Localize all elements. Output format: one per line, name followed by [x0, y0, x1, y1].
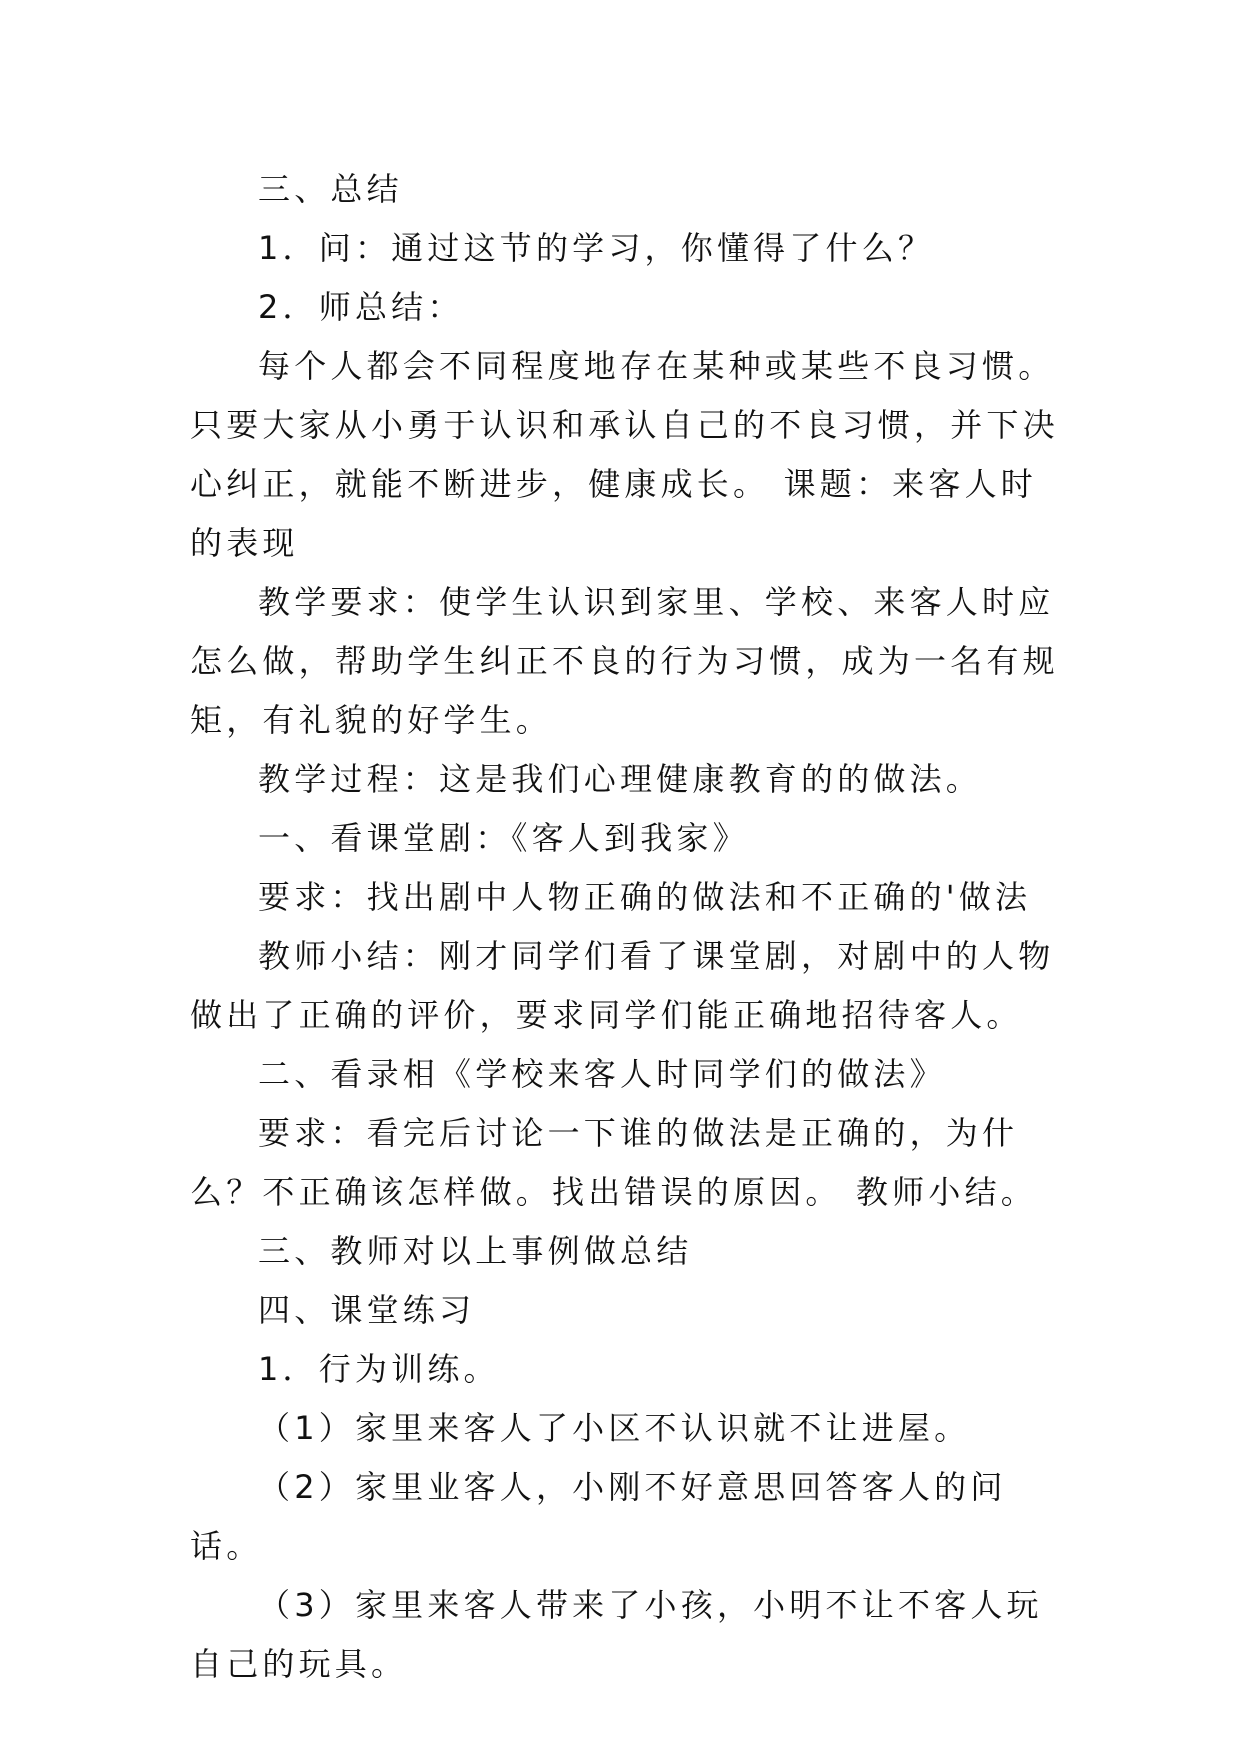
play-requirement: 要求：找出剧中人物正确的做法和不正确的'做法	[258, 878, 1032, 916]
practice-item: （3）家里来客人带来了小孩，小明不让不客人玩自己的玩具。	[190, 1586, 1043, 1683]
teacher-conclusion-play: 教师小结：刚才同学们看了课堂剧，对剧中的人物做出了正确的评价，要求同学们能正确地招待客人。	[190, 937, 1055, 1034]
summary-question: 1．问：通过这节的学习，你懂得了什么？	[258, 229, 935, 267]
video-requirement: 要求：看完后讨论一下谁的做法是正确的，为什么？不正确该怎样做。找出错误的原因。 教师小结。	[190, 1114, 1037, 1211]
section-heading-teacher-summary: 三、教师对以上事例做总结	[258, 1232, 693, 1270]
teaching-process: 教学过程：这是我们心理健康教育的的做法。	[258, 760, 983, 798]
practice-item: （2）家里业客人，小刚不好意思回答客人的问话。	[190, 1468, 1007, 1565]
summary-paragraph: 每个人都会不同程度地存在某种或某些不良习惯。只要大家从小勇于认识和承认自己的不良习惯，并下决心纠正，就能不断进步，健康成长。 课题：来客人时的表现	[190, 347, 1059, 562]
section-heading-play: 一、看课堂剧：《客人到我家》	[258, 819, 749, 857]
behavior-training-heading: 1．行为训练。	[258, 1350, 500, 1388]
practice-item: （1）家里来客人了小区不认识就不让进屋。	[258, 1409, 971, 1447]
section-heading-video: 二、看录相《学校来客人时同学们的做法》	[258, 1055, 946, 1093]
document-body	[190, 160, 1070, 1694]
section-heading-summary: 三、总结	[258, 170, 403, 208]
teaching-requirements: 教学要求：使学生认识到家里、学校、来客人时应怎么做，帮助学生纠正不良的行为习惯，成为一名有规矩，有礼貌的好学生。	[190, 583, 1059, 739]
teacher-summary-heading: 2．师总结：	[258, 288, 464, 326]
section-heading-practice: 四、课堂练习	[258, 1291, 476, 1329]
